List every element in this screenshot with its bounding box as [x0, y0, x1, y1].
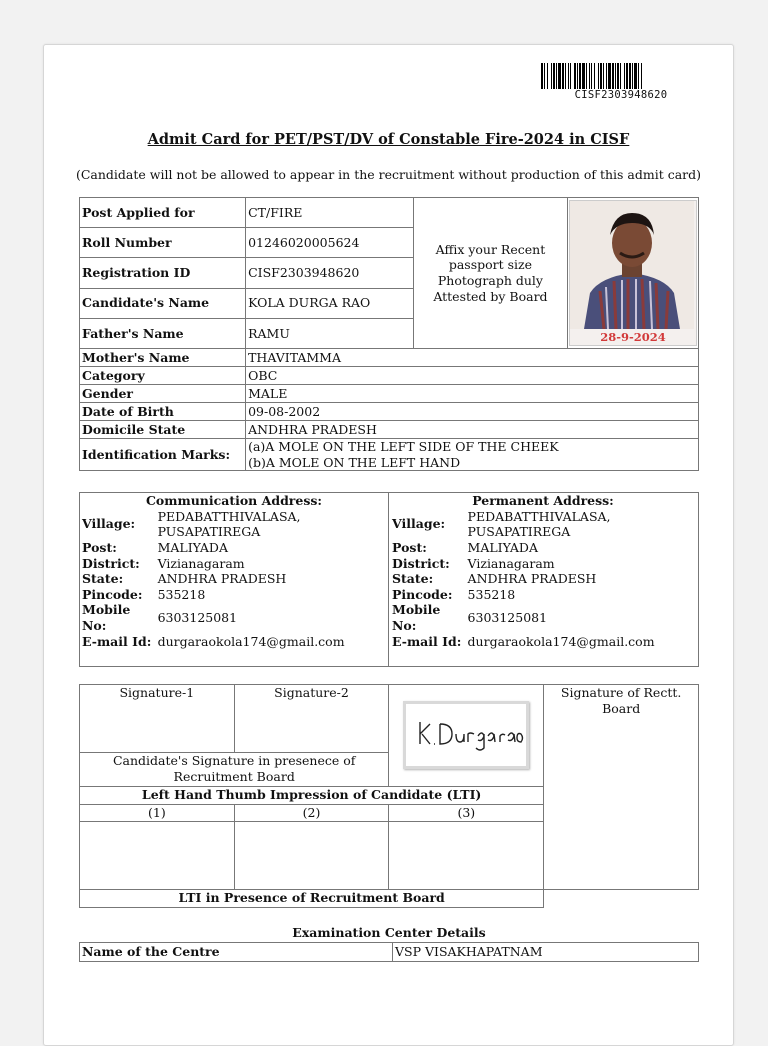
info-label: Mother's Name	[80, 349, 246, 367]
address-value: 535218	[467, 586, 516, 602]
barcode	[541, 63, 701, 89]
address-value: 6303125081	[157, 610, 238, 626]
address-label: E-mail Id:	[392, 633, 462, 649]
address-value: 6303125081	[467, 610, 548, 626]
address-label: E-mail Id:	[82, 633, 152, 649]
info-value: RAMU	[246, 318, 414, 348]
address-value: Vizianagaram	[467, 555, 555, 571]
info-label: Date of Birth	[80, 403, 246, 421]
exam-center-value: VSP VISAKHAPATNAM	[393, 943, 699, 962]
address-label: Mobile No:	[392, 602, 441, 633]
signature-2-box: Signature-2	[234, 685, 389, 753]
lti-footer: LTI in Presence of Recruitment Board	[80, 889, 544, 907]
info-label: Father's Name	[80, 318, 246, 348]
admit-card-page	[43, 44, 734, 1046]
info-value: THAVITAMMA	[246, 349, 699, 367]
info-value: 09-08-2002	[246, 403, 699, 421]
address-label: State:	[82, 571, 124, 587]
info-label: Gender	[80, 385, 246, 403]
address-value: MALIYADA	[467, 539, 538, 555]
exam-center-label: Name of the Centre	[80, 943, 393, 962]
address-label: Village:	[392, 516, 446, 532]
info-value: MALE	[246, 385, 699, 403]
address-divider	[388, 492, 389, 666]
handwritten-signature	[403, 701, 529, 769]
signature-table	[79, 684, 699, 908]
address-value: ANDHRA PRADESH	[157, 571, 287, 587]
identification-label: Identification Marks:	[80, 439, 246, 471]
address-label: Mobile No:	[82, 602, 131, 633]
info-label: Domicile State	[80, 421, 246, 439]
address-label: Post:	[392, 539, 427, 555]
permanent-address	[390, 493, 696, 649]
address-label: Village:	[82, 516, 136, 532]
info-label: Category	[80, 367, 246, 385]
lti-label-1: (1)	[80, 805, 235, 822]
address-label: Post:	[82, 539, 117, 555]
info-label: Candidate's Name	[80, 288, 246, 318]
page-subtitle: (Candidate will not be allowed to appear in the recruitment without production of this admit card)	[75, 167, 702, 182]
info-value: CT/FIRE	[246, 198, 414, 228]
info-value: 01246020005624	[246, 228, 414, 258]
signature-1-box: Signature-1	[80, 685, 235, 753]
handwritten-signature-image	[406, 704, 526, 766]
lti-label-2: (2)	[234, 805, 389, 822]
exam-center-heading: Examination Center Details	[292, 925, 486, 940]
barcode-number: CISF2303948620	[574, 89, 668, 101]
info-value: KOLA DURGA RAO	[246, 288, 414, 318]
exam-center-table	[79, 942, 699, 962]
address-value: ANDHRA PRADESH	[467, 571, 597, 587]
address-label: State:	[392, 571, 434, 587]
address-value: MALIYADA	[157, 539, 228, 555]
address-value: Vizianagaram	[157, 555, 245, 571]
identification-mark-1: (a)A MOLE ON THE LEFT SIDE OF THE CHEEK	[248, 439, 559, 454]
info-label: Registration ID	[80, 258, 246, 288]
address-label: District:	[82, 555, 140, 571]
info-value: ANDHRA PRADESH	[246, 421, 699, 439]
lti-box-2	[234, 821, 389, 889]
affix-photo-note: Affix your Recent passport size Photograph duly Attested by Board	[413, 198, 567, 349]
identification-mark-2: (b)A MOLE ON THE LEFT HAND	[248, 454, 461, 470]
info-value: OBC	[246, 367, 699, 385]
address-label: District:	[392, 555, 450, 571]
lti-label-3: (3)	[389, 805, 544, 822]
address-value: 535218	[157, 586, 206, 602]
candidate-info-table	[79, 197, 699, 471]
photo-cell	[568, 198, 699, 349]
candidate-photo-image	[570, 201, 694, 329]
address-label: Pincode:	[82, 586, 143, 602]
page-title: Admit Card for PET/PST/DV of Constable Fire-2024 in CISF	[147, 131, 630, 148]
address-value: durgaraokola174@gmail.com	[467, 633, 655, 649]
candidate-photo	[569, 200, 697, 346]
lti-heading: Left Hand Thumb Impression of Candidate (LTI)	[80, 787, 544, 805]
communication-heading: Communication Address:	[145, 493, 323, 508]
rectt-board-signature-box: Signature of Rectt. Board	[544, 685, 699, 890]
address-label: Pincode:	[392, 586, 453, 602]
address-value: durgaraokola174@gmail.com	[157, 633, 345, 649]
info-label: Roll Number	[80, 228, 246, 258]
photo-attest-date: 28-9-2024	[600, 329, 666, 344]
address-value: PEDABATTHIVALASA, PUSAPATIREGA	[467, 508, 611, 540]
lti-box-3	[389, 821, 544, 889]
info-label: Post Applied for	[80, 198, 246, 228]
handwritten-signature-cell	[389, 685, 544, 787]
communication-address	[80, 493, 388, 649]
identification-marks	[246, 439, 699, 471]
address-value: PEDABATTHIVALASA, PUSAPATIREGA	[157, 508, 301, 540]
info-value: CISF2303948620	[246, 258, 414, 288]
permanent-heading: Permanent Address:	[472, 493, 614, 508]
candidate-signature-note: Candidate's Signature in presenece of Recruitment Board	[80, 753, 389, 787]
lti-box-1	[80, 821, 235, 889]
